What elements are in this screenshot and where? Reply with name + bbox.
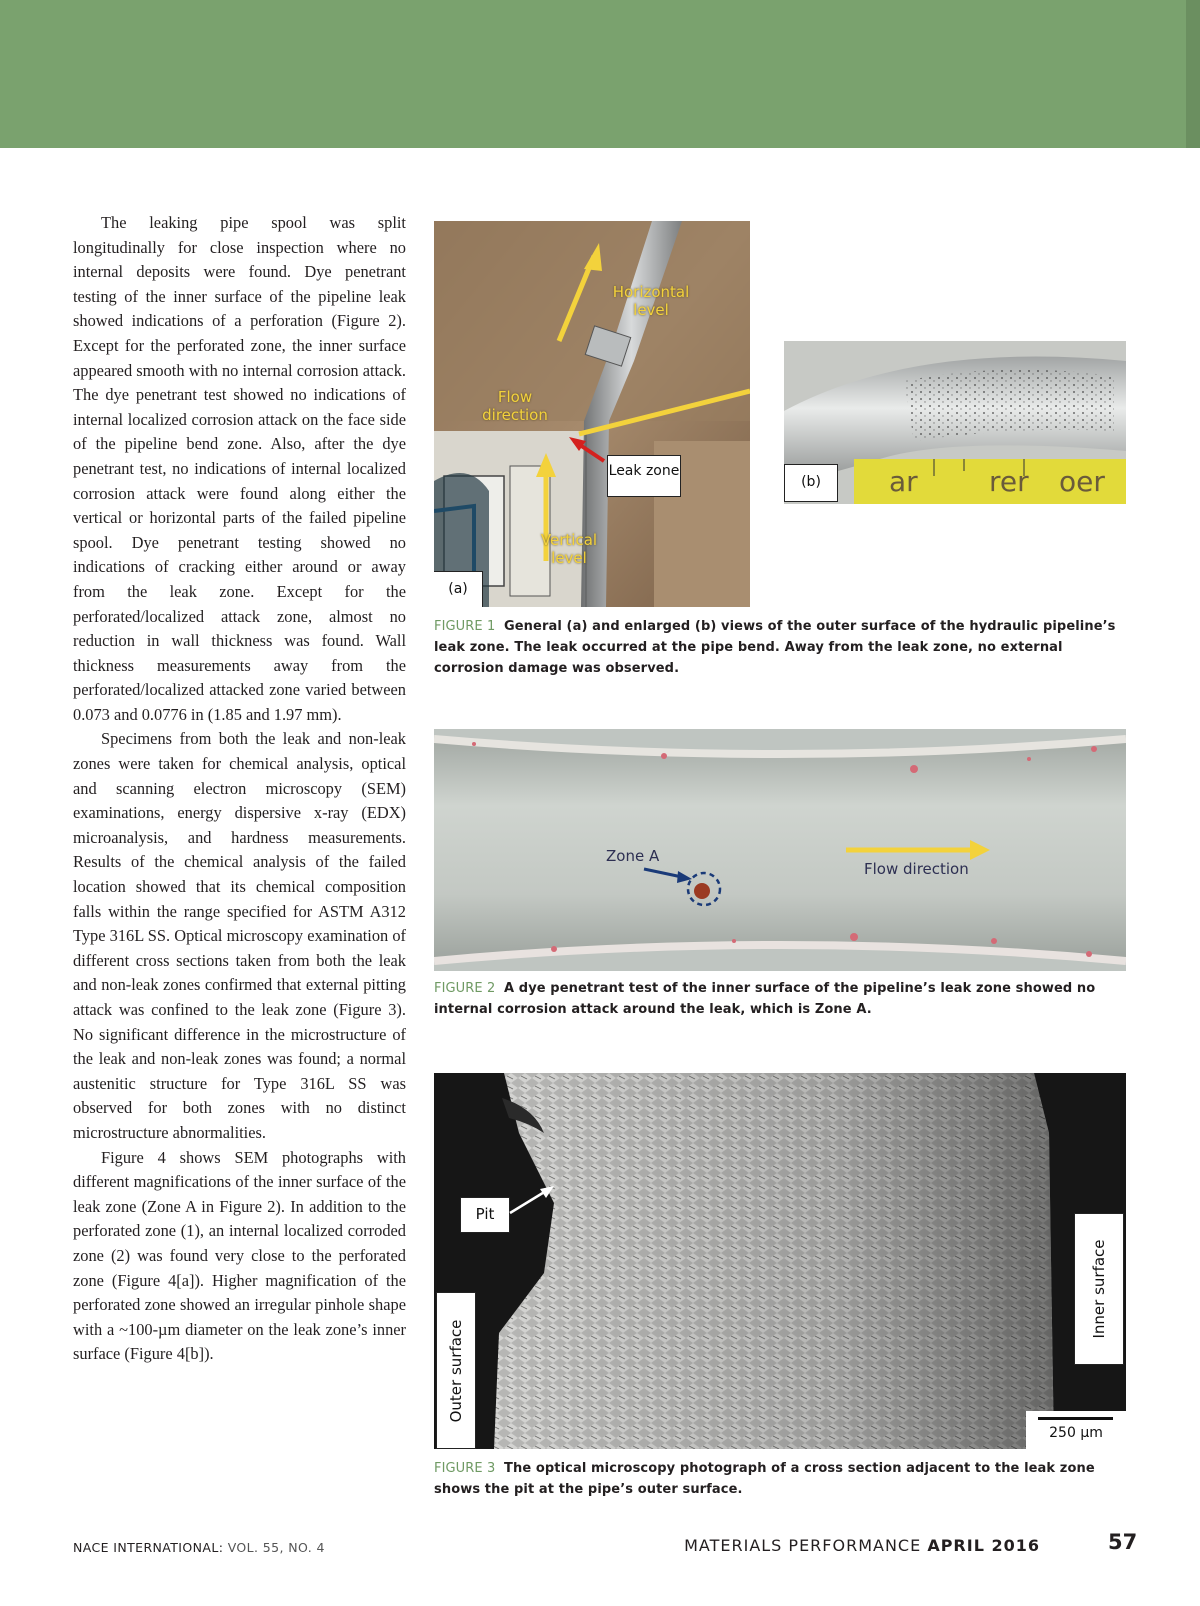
- body-text-column: [73, 211, 406, 1367]
- figure3-micrograph: [434, 1073, 1126, 1449]
- header-banner-edge: [1186, 0, 1200, 148]
- flow-direction-label: Flow direction: [482, 388, 548, 424]
- figure2-flow-direction-label: Flow direction: [864, 860, 969, 878]
- inner-surface-label: [1074, 1213, 1124, 1365]
- zone-a-label: Zone A: [606, 847, 660, 865]
- paragraph-1: The leaking pipe spool was split longitudinally for close inspection where no internal deposits were found. Dye penetrant testing of the inner surface of the pipeline leak showed indications of a perforation (Figure 2). Except for the perforated zone, the inner surface appeared smooth with no internal corrosion attack. The dye penetrant test showed no indications of internal localized corrosion attack on the face side of the pipeline bend zone. Also, after the dye penetrant test, no indications of internal localized corrosion attack were found along either the vertical or horizontal parts of the failed pipeline spool. Dye penetrant testing showed no indications of cracking either around or away from the leak zone. Except for the perforated/localized attack zone, almost no reduction in wall thickness was found. Wall thickness measurements away from the perforated/localized attacked zone varied between 0.073 and 0.0776 in (1.85 and 1.97 mm).: [73, 213, 406, 724]
- inner-surface-text: Inner surface: [1090, 1239, 1108, 1339]
- scale-bar-label: 250 µm: [1049, 1425, 1103, 1441]
- footer-magazine: [684, 1536, 1040, 1555]
- scale-bar-line: [1038, 1417, 1113, 1420]
- horizontal-level-label: Horizontal level: [612, 283, 690, 319]
- micrograph-illustration: [434, 1073, 1126, 1449]
- figure2-caption-text: A dye penetrant test of the inner surface of the pipeline’s leak zone showed no internal corrosion attack around the leak, which is Zone A.: [434, 981, 1096, 1017]
- figure1-caption-label: FIGURE 1: [434, 619, 496, 634]
- pit-label: Pit: [460, 1197, 510, 1233]
- figure1b-photo: [784, 341, 1126, 504]
- figure1-label-a: (a): [434, 571, 483, 607]
- svg-text:ar: ar: [889, 465, 918, 498]
- svg-text:rer: rer: [989, 465, 1029, 498]
- paragraph-3: Figure 4 shows SEM photographs with different magnifications of the inner surface of the leak zone (Zone A in Figure 2). In addition to the perforated zone (1), an internal localized corroded zone (2) was found very close to the perforated zone (Figure 4[a]). Higher magnification of the perforated zone showed an irregular pinhole shape with a ~100-µm diameter on the leak zone’s inner surface (Figure 4[b]).: [73, 1147, 406, 1364]
- vertical-level-label: Vertical level: [540, 531, 598, 567]
- footer-org: NACE INTERNATIONAL:: [73, 1540, 224, 1555]
- figure1-caption-text: General (a) and enlarged (b) views of the outer surface of the hydraulic pipeline’s leak zone. The leak occurred at the pipe bend. Away from the leak zone, no external corrosion damage was observed.: [434, 619, 1116, 676]
- outer-surface-label: [436, 1292, 476, 1449]
- leak-zone-label: Leak zone: [607, 455, 681, 497]
- inner-surface-illustration: [434, 729, 1126, 971]
- figure1-caption: [434, 616, 1126, 679]
- header-banner: [0, 0, 1200, 148]
- scale-bar-box: [1026, 1411, 1126, 1449]
- figure3-caption-label: FIGURE 3: [434, 1461, 496, 1476]
- svg-text:oer: oer: [1059, 465, 1105, 498]
- figure1a-photo: [434, 221, 750, 607]
- figure1-label-b: (b): [784, 464, 838, 502]
- figure3-caption-text: The optical microscopy photograph of a cross section adjacent to the leak zone shows the pit at the pipe’s outer surface.: [434, 1461, 1095, 1497]
- pit-arrow: [508, 1183, 558, 1223]
- footer-volume: VOL. 55, NO. 4: [227, 1540, 325, 1555]
- figure3-caption: [434, 1458, 1126, 1500]
- footer-journal: [73, 1540, 325, 1555]
- figure2-caption-label: FIGURE 2: [434, 981, 496, 996]
- figure2-photo: [434, 729, 1126, 971]
- figure2-caption: [434, 978, 1126, 1020]
- footer-magazine-name: MATERIALS PERFORMANCE: [684, 1536, 922, 1555]
- paragraph-2: Specimens from both the leak and non-leak zones were taken for chemical analysis, optical and scanning electron microscopy (SEM) examinations, energy dispersive x-ray (EDX) microanalysis, and hardness measurements. Results of the chemical analysis of the failed location showed that its chemical composition falls within the range specified for ASTM A312 Type 316L SS. Optical microscopy examination of different cross sections taken from both the leak and non-leak zones confirmed that external pitting attack was confined to the leak zone (Figure 3). No significant difference in the microstructure of the leak and non-leak zones was found; a normal austenitic structure for Type 316L SS was observed for both zones with no distinct microstructure abnormalities.: [73, 729, 406, 1142]
- footer-issue: APRIL 2016: [927, 1536, 1040, 1555]
- outer-surface-text: Outer surface: [447, 1319, 465, 1422]
- page-number: 57: [1108, 1530, 1138, 1554]
